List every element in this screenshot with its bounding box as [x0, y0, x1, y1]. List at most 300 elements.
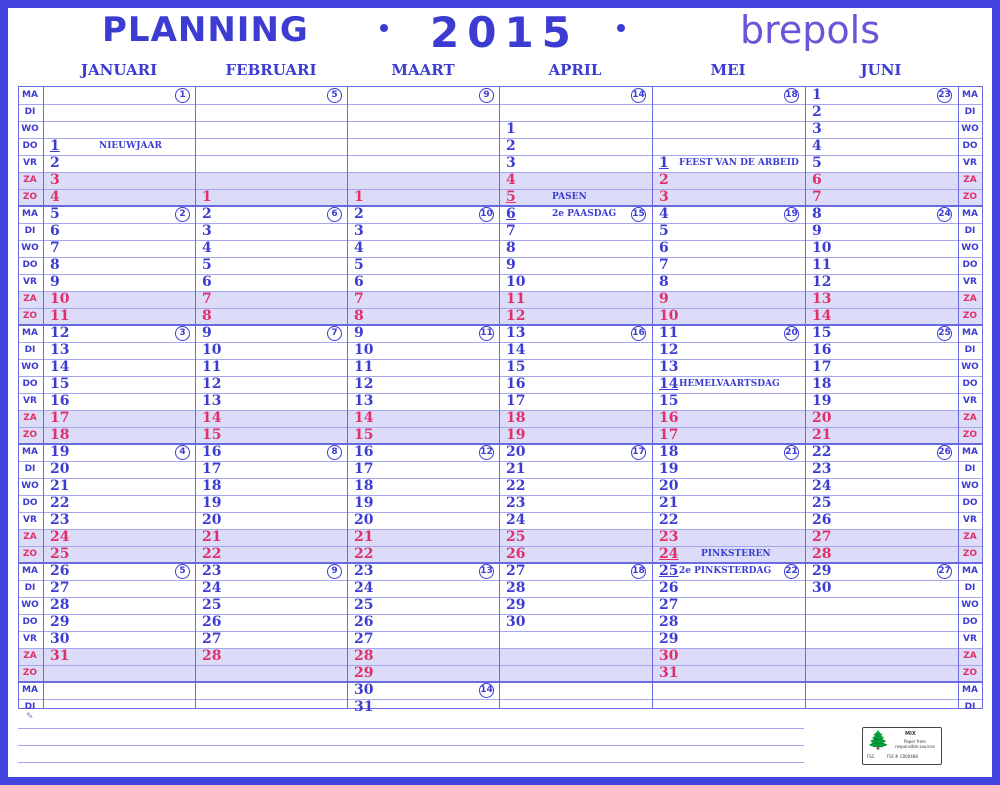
holiday-label: FEEST VAN DE ARBEID: [679, 158, 799, 168]
fsc-logo-text: FSC: [867, 754, 875, 759]
weekday-label-right: MA: [962, 685, 978, 695]
weekday-label-left: DI: [24, 583, 36, 593]
weekend-band: [19, 529, 982, 546]
day-number: 13: [659, 359, 679, 375]
day-number: 20: [506, 444, 526, 460]
month-header: MEI: [710, 61, 746, 79]
week-number-badge: 13: [479, 564, 494, 579]
day-number: 20: [659, 478, 679, 494]
day-number: 24: [50, 529, 70, 545]
weekday-label-right: VR: [963, 634, 977, 644]
weekday-label-left: DI: [24, 345, 36, 355]
month-header: FEBRUARI: [225, 61, 317, 79]
fsc-mix: MIX: [905, 731, 916, 737]
week-number-badge: 2: [175, 207, 190, 222]
weekday-label-left: MA: [22, 328, 38, 338]
row-divider: [19, 580, 982, 581]
day-number: 19: [50, 444, 70, 460]
day-number: 16: [202, 444, 222, 460]
day-number: 12: [506, 308, 526, 324]
day-number: 30: [354, 682, 374, 698]
day-number: 13: [354, 393, 374, 409]
week-divider: [19, 205, 982, 207]
day-number: 16: [506, 376, 526, 392]
month-header: MAART: [391, 61, 455, 79]
note-line: [18, 745, 804, 746]
day-number: 3: [202, 223, 212, 239]
weekday-label-left: ZO: [22, 549, 38, 559]
fsc-label: [862, 727, 942, 765]
day-number: 26: [506, 546, 526, 562]
day-number: 17: [202, 461, 222, 477]
day-number: 27: [50, 580, 70, 596]
week-number-badge: 15: [631, 207, 646, 222]
weekday-label-left: ZA: [23, 175, 37, 185]
day-number: 23: [812, 461, 832, 477]
frame-bottom: [0, 777, 1000, 785]
row-divider: [19, 104, 982, 105]
weekend-band: [19, 189, 982, 206]
day-number: 18: [354, 478, 374, 494]
day-number: 1: [506, 121, 516, 137]
row-divider: [19, 359, 982, 360]
day-number: 28: [202, 648, 222, 664]
week-number-badge: 9: [479, 88, 494, 103]
day-number: 6: [812, 172, 822, 188]
day-number: 31: [354, 699, 374, 715]
weekday-label-right: VR: [963, 396, 977, 406]
day-number: 8: [202, 308, 212, 324]
weekday-label-left: ZO: [22, 430, 38, 440]
separator-dot-right: [617, 24, 625, 32]
day-number: 1: [812, 87, 822, 103]
day-number: 29: [506, 597, 526, 613]
weekend-band: [19, 665, 982, 682]
day-number: 3: [50, 172, 60, 188]
day-number: 16: [659, 410, 679, 426]
column-divider: [347, 87, 348, 708]
day-number: 10: [506, 274, 526, 290]
day-number: 6: [354, 274, 364, 290]
day-number: 15: [202, 427, 222, 443]
weekday-label-right: ZA: [963, 651, 977, 661]
row-divider: [19, 155, 982, 156]
week-number-badge: 8: [327, 445, 342, 460]
row-divider: [19, 172, 982, 173]
week-number-badge: 9: [327, 564, 342, 579]
week-number-badge: 20: [784, 326, 799, 341]
weekend-band: [19, 648, 982, 665]
day-number: 9: [50, 274, 60, 290]
day-number: 12: [50, 325, 70, 341]
day-number: 6: [202, 274, 212, 290]
day-number: 20: [202, 512, 222, 528]
day-number: 14: [506, 342, 526, 358]
day-number: 4: [50, 189, 60, 205]
weekday-label-left: DO: [22, 260, 38, 270]
planning-title: PLANNING: [102, 10, 309, 50]
column-divider: [652, 87, 653, 708]
pen-icon: ✎: [26, 712, 34, 722]
day-number: 18: [202, 478, 222, 494]
weekday-label-right: DI: [964, 702, 976, 712]
day-number: 26: [202, 614, 222, 630]
day-number: 30: [506, 614, 526, 630]
day-number: 7: [354, 291, 364, 307]
day-number: 28: [354, 648, 374, 664]
day-number: 22: [506, 478, 526, 494]
row-divider: [19, 274, 982, 275]
weekday-label-left: WO: [21, 481, 39, 491]
weekday-label-left: MA: [22, 209, 38, 219]
weekday-label-right: DO: [962, 141, 978, 151]
day-number: 21: [202, 529, 222, 545]
day-number: 2: [50, 155, 60, 171]
note-line: [18, 728, 804, 729]
day-number: 20: [354, 512, 374, 528]
day-number: 23: [202, 563, 222, 579]
week-number-badge: 5: [175, 564, 190, 579]
day-number: 9: [506, 257, 516, 273]
row-divider: [19, 665, 982, 666]
weekday-label-left: ZO: [22, 311, 38, 321]
day-number: 12: [354, 376, 374, 392]
day-number: 14: [659, 376, 679, 392]
day-number: 21: [659, 495, 679, 511]
day-number: 9: [659, 291, 669, 307]
week-number-badge: 24: [937, 207, 952, 222]
day-number: 6: [659, 240, 669, 256]
holiday-label: PINKSTEREN: [701, 549, 771, 559]
column-divider: [43, 87, 44, 708]
week-number-badge: 21: [784, 445, 799, 460]
week-number-badge: 12: [479, 445, 494, 460]
row-divider: [19, 393, 982, 394]
day-number: 25: [506, 529, 526, 545]
weekday-label-left: DO: [22, 141, 38, 151]
day-number: 25: [812, 495, 832, 511]
day-number: 25: [659, 563, 679, 579]
day-number: 12: [202, 376, 222, 392]
row-divider: [19, 461, 982, 462]
row-divider: [19, 631, 982, 632]
year-title: 2015: [430, 8, 579, 57]
day-number: 7: [506, 223, 516, 239]
day-number: 13: [506, 325, 526, 341]
day-number: 21: [506, 461, 526, 477]
day-number: 19: [812, 393, 832, 409]
week-number-badge: 18: [784, 88, 799, 103]
day-number: 13: [812, 291, 832, 307]
weekday-label-left: MA: [22, 90, 38, 100]
day-number: 8: [812, 206, 822, 222]
day-number: 1: [354, 189, 364, 205]
weekday-label-left: MA: [22, 685, 38, 695]
day-number: 7: [659, 257, 669, 273]
day-number: 23: [50, 512, 70, 528]
holiday-label: 2e PAASDAG: [552, 209, 617, 219]
day-number: 1: [659, 155, 669, 171]
week-number-badge: 16: [631, 326, 646, 341]
row-divider: [19, 138, 982, 139]
day-number: 14: [202, 410, 222, 426]
week-number-badge: 19: [784, 207, 799, 222]
week-number-badge: 7: [327, 326, 342, 341]
day-number: 5: [354, 257, 364, 273]
day-number: 14: [812, 308, 832, 324]
day-number: 18: [812, 376, 832, 392]
row-divider: [19, 257, 982, 258]
day-number: 19: [506, 427, 526, 443]
weekday-label-left: DI: [24, 464, 36, 474]
weekday-label-right: MA: [962, 566, 978, 576]
weekday-label-right: DI: [964, 226, 976, 236]
row-divider: [19, 529, 982, 530]
day-number: 2: [812, 104, 822, 120]
weekday-label-right: DI: [964, 107, 976, 117]
week-divider: [19, 443, 982, 445]
weekday-label-left: ZA: [23, 294, 37, 304]
day-number: 10: [202, 342, 222, 358]
weekday-label-right: MA: [962, 447, 978, 457]
day-number: 29: [354, 665, 374, 681]
column-divider: [195, 87, 196, 708]
day-number: 3: [506, 155, 516, 171]
day-number: 20: [50, 461, 70, 477]
week-number-badge: 6: [327, 207, 342, 222]
day-number: 9: [354, 325, 364, 341]
row-divider: [19, 495, 982, 496]
weekend-band: [19, 410, 982, 427]
frame-right: [992, 0, 1000, 785]
day-number: 27: [354, 631, 374, 647]
day-number: 7: [50, 240, 60, 256]
day-number: 31: [50, 648, 70, 664]
day-number: 27: [659, 597, 679, 613]
day-number: 10: [50, 291, 70, 307]
weekday-label-right: ZA: [963, 532, 977, 542]
weekday-label-right: WO: [961, 243, 979, 253]
week-number-badge: 14: [631, 88, 646, 103]
row-divider: [19, 699, 982, 700]
day-number: 29: [812, 563, 832, 579]
day-number: 24: [354, 580, 374, 596]
day-number: 18: [50, 427, 70, 443]
row-divider: [19, 376, 982, 377]
weekday-label-right: DI: [964, 583, 976, 593]
day-number: 15: [659, 393, 679, 409]
day-number: 26: [50, 563, 70, 579]
weekday-label-left: DI: [24, 702, 36, 712]
day-number: 23: [659, 529, 679, 545]
day-number: 5: [506, 189, 516, 205]
weekday-label-left: WO: [21, 243, 39, 253]
weekday-label-left: DO: [22, 498, 38, 508]
brand-logo: brepols: [740, 8, 881, 52]
weekday-label-left: ZA: [23, 532, 37, 542]
frame-top: [0, 0, 1000, 8]
weekday-label-right: ZA: [963, 413, 977, 423]
day-number: 28: [812, 546, 832, 562]
day-number: 27: [812, 529, 832, 545]
day-number: 31: [659, 665, 679, 681]
fsc-code: FSC® C000488: [887, 754, 918, 759]
month-header: APRIL: [548, 61, 602, 79]
weekday-label-left: ZO: [22, 192, 38, 202]
day-number: 2: [506, 138, 516, 154]
day-number: 4: [506, 172, 516, 188]
weekday-label-left: ZA: [23, 651, 37, 661]
day-number: 20: [812, 410, 832, 426]
weekday-label-right: ZA: [963, 294, 977, 304]
day-number: 2: [202, 206, 212, 222]
day-number: 23: [506, 495, 526, 511]
week-number-badge: 11: [479, 326, 494, 341]
row-divider: [19, 512, 982, 513]
weekday-label-right: DO: [962, 617, 978, 627]
day-number: 17: [506, 393, 526, 409]
day-number: 27: [506, 563, 526, 579]
weekday-label-right: ZA: [963, 175, 977, 185]
day-number: 2: [354, 206, 364, 222]
row-divider: [19, 189, 982, 190]
day-number: 1: [202, 189, 212, 205]
weekday-label-right: WO: [961, 481, 979, 491]
day-number: 11: [354, 359, 374, 375]
day-number: 30: [812, 580, 832, 596]
frame-left: [0, 0, 8, 785]
day-number: 25: [50, 546, 70, 562]
weekday-label-left: VR: [23, 634, 37, 644]
day-number: 23: [354, 563, 374, 579]
row-divider: [19, 478, 982, 479]
day-number: 26: [812, 512, 832, 528]
day-number: 24: [659, 546, 679, 562]
day-number: 24: [812, 478, 832, 494]
day-number: 28: [506, 580, 526, 596]
week-divider: [19, 324, 982, 326]
weekday-label-right: WO: [961, 124, 979, 134]
weekday-label-right: VR: [963, 515, 977, 525]
day-number: 22: [354, 546, 374, 562]
day-number: 28: [659, 614, 679, 630]
day-number: 21: [50, 478, 70, 494]
week-number-badge: 14: [479, 683, 494, 698]
day-number: 4: [202, 240, 212, 256]
weekday-label-right: DO: [962, 379, 978, 389]
day-number: 29: [659, 631, 679, 647]
weekday-label-left: DO: [22, 379, 38, 389]
day-number: 30: [659, 648, 679, 664]
weekday-label-left: DO: [22, 617, 38, 627]
week-number-badge: 18: [631, 564, 646, 579]
day-number: 5: [812, 155, 822, 171]
day-number: 18: [506, 410, 526, 426]
day-number: 3: [354, 223, 364, 239]
day-number: 16: [812, 342, 832, 358]
weekday-label-left: MA: [22, 447, 38, 457]
weekday-label-left: VR: [23, 396, 37, 406]
weekday-label-right: ZO: [962, 549, 978, 559]
day-number: 4: [354, 240, 364, 256]
week-divider: [19, 681, 982, 683]
week-number-badge: 5: [327, 88, 342, 103]
day-number: 1: [50, 138, 60, 154]
column-divider: [805, 87, 806, 708]
weekday-label-right: WO: [961, 600, 979, 610]
day-number: 4: [659, 206, 669, 222]
row-divider: [19, 240, 982, 241]
day-number: 6: [50, 223, 60, 239]
day-number: 8: [50, 257, 60, 273]
day-number: 24: [202, 580, 222, 596]
calendar-grid: [18, 86, 983, 715]
weekday-label-left: ZO: [22, 668, 38, 678]
day-number: 25: [354, 597, 374, 613]
row-divider: [19, 342, 982, 343]
day-number: 5: [202, 257, 212, 273]
week-number-badge: 26: [937, 445, 952, 460]
row-divider: [19, 648, 982, 649]
day-number: 19: [202, 495, 222, 511]
day-number: 11: [202, 359, 222, 375]
row-divider: [19, 223, 982, 224]
day-number: 11: [812, 257, 832, 273]
day-number: 7: [202, 291, 212, 307]
holiday-label: 2e PINKSTERDAG: [679, 566, 772, 576]
day-number: 3: [812, 121, 822, 137]
weekday-label-left: VR: [23, 158, 37, 168]
weekday-label-right: VR: [963, 158, 977, 168]
day-number: 22: [202, 546, 222, 562]
day-number: 8: [659, 274, 669, 290]
day-number: 3: [659, 189, 669, 205]
row-divider: [19, 291, 982, 292]
day-number: 24: [506, 512, 526, 528]
day-number: 9: [812, 223, 822, 239]
day-number: 22: [659, 512, 679, 528]
day-number: 22: [812, 444, 832, 460]
day-number: 14: [354, 410, 374, 426]
row-divider: [19, 410, 982, 411]
weekday-label-left: WO: [21, 600, 39, 610]
day-number: 16: [354, 444, 374, 460]
day-number: 19: [354, 495, 374, 511]
day-number: 17: [812, 359, 832, 375]
day-number: 12: [659, 342, 679, 358]
day-number: 17: [659, 427, 679, 443]
week-divider: [19, 562, 982, 564]
day-number: 26: [659, 580, 679, 596]
month-header: JUNI: [860, 61, 902, 79]
fsc-text: Paper from responsible sources: [895, 739, 935, 749]
week-number-badge: 17: [631, 445, 646, 460]
row-divider: [19, 427, 982, 428]
week-number-badge: 3: [175, 326, 190, 341]
holiday-label: NIEUWJAAR: [99, 141, 162, 151]
day-number: 9: [202, 325, 212, 341]
row-divider: [19, 597, 982, 598]
day-number: 7: [812, 189, 822, 205]
day-number: 15: [812, 325, 832, 341]
day-number: 28: [50, 597, 70, 613]
weekday-label-right: MA: [962, 328, 978, 338]
weekend-band: [19, 427, 982, 444]
weekday-label-right: DO: [962, 498, 978, 508]
day-number: 11: [659, 325, 679, 341]
week-number-badge: 22: [784, 564, 799, 579]
weekend-band: [19, 291, 982, 308]
